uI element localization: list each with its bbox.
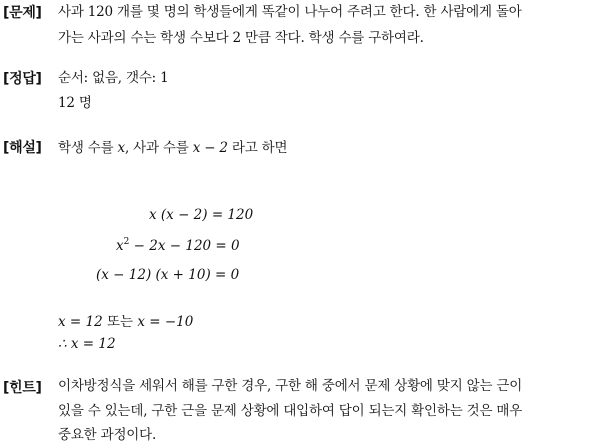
equation-3: (x − 12) (x + 10) = 0 (96, 267, 240, 283)
math-expression: x − 2 (192, 140, 228, 156)
root-1: x = 12 (58, 314, 103, 330)
answer-value: 12 명 (58, 95, 92, 111)
hint-text (58, 374, 588, 448)
equation-2: $x^2 - 2x - 120 = 0$ (116, 237, 240, 254)
hint-line: 중요한 과정이다. (58, 427, 157, 443)
therefore-line: ∴ x = 12 (58, 336, 116, 352)
answer-order-count: 순서: 없음, 갯수: 1 (58, 70, 169, 86)
solution-intro-text: , 사과 수를 (124, 140, 193, 156)
problem-line: 사과 120 개를 몇 명의 학생들에게 똑같이 나누어 주려고 한다. 한 사람에게 돌아 (58, 4, 522, 20)
hint-tag: [힌트] (3, 380, 42, 396)
problem-line: 가는 사과의 수는 학생 수보다 2 만큼 작다. 학생 수를 구하여라. (58, 30, 424, 46)
problem-text (58, 0, 588, 51)
solution-intro-text: 학생 수를 (58, 140, 118, 156)
or-word: 또는 (102, 314, 138, 330)
problem-tag: [문제] (3, 5, 42, 21)
root-2: x = −10 (137, 314, 194, 330)
math-variable: x (117, 140, 125, 156)
solution-tag: [해설] (3, 140, 42, 156)
equation-1: x (x − 2) = 120 (149, 207, 254, 223)
hint-line: 이차방정식을 세워서 해를 구한 경우, 구한 해 중에서 문제 상황에 맞지 않는 근이 (58, 378, 523, 394)
solution-result (58, 310, 193, 330)
answer-tag: [정답] (3, 71, 42, 87)
solution-intro-text: 라고 하면 (227, 140, 288, 156)
answer-text (58, 66, 588, 116)
hint-line: 있을 수 있는데, 구한 근을 문제 상황에 대입하여 답이 되는지 확인하는 것은 매우 (58, 402, 523, 419)
solution-intro (58, 135, 588, 161)
